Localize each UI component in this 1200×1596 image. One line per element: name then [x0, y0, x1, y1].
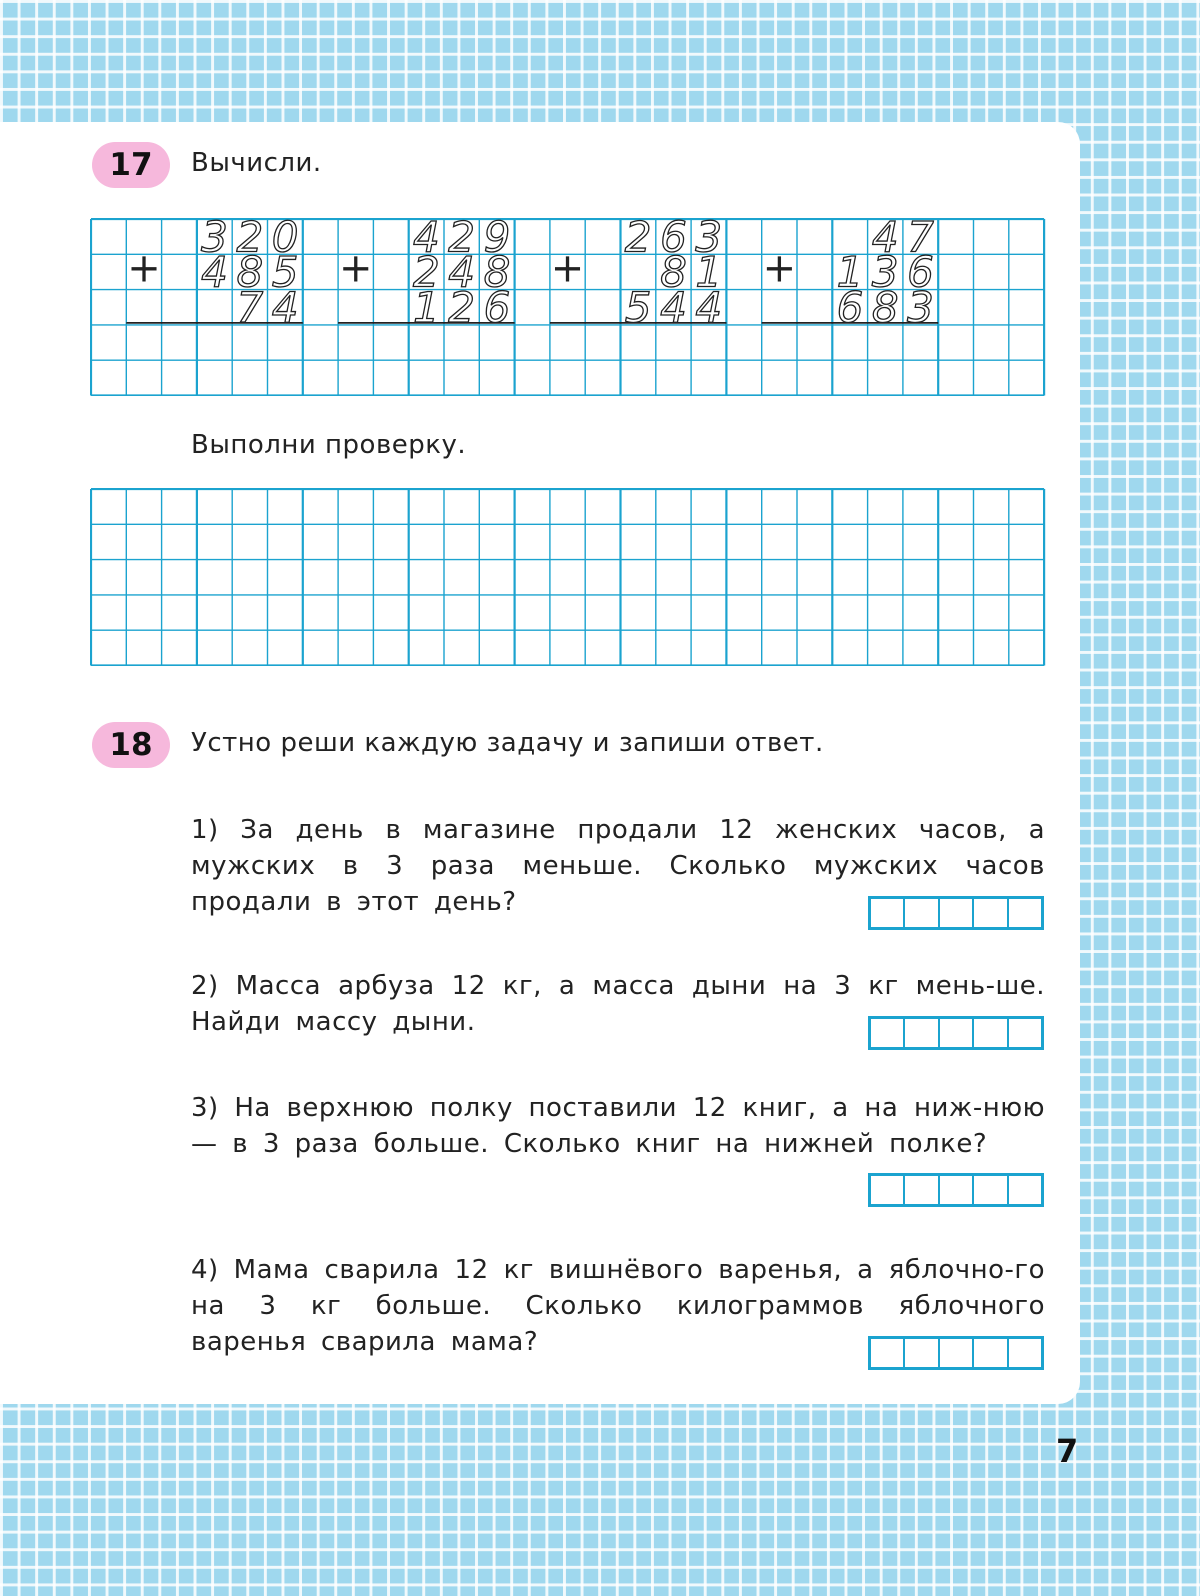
handwritten-digit: 3 [201, 218, 228, 262]
handwritten-digit: 2 [412, 247, 440, 297]
plus-sign: + [550, 245, 585, 292]
handwritten-digit: 8 [236, 247, 264, 297]
handwritten-digit: 2 [624, 218, 652, 262]
answer-box[interactable] [868, 896, 1044, 930]
answer-box[interactable] [868, 1173, 1044, 1207]
handwritten-digit: 2 [448, 218, 476, 262]
handwritten-digit: 5 [624, 282, 652, 332]
answer-box[interactable] [868, 1336, 1044, 1370]
task-instruction: Устно реши каждую задачу и запиши ответ. [191, 728, 824, 758]
task-number-badge: 18 [92, 722, 170, 768]
handwritten-digit: 3 [871, 247, 899, 297]
handwritten-digit: 1 [836, 247, 864, 297]
check-grid[interactable] [90, 488, 1047, 666]
handwritten-digit: 1 [695, 247, 723, 297]
word-problem-1: 1) За день в магазине продали 12 женских часов, а мужских в 3 раза меньше. Сколько мужских часов продали в этот день? [191, 815, 1045, 917]
word-problem-2: 2) Масса арбуза 12 кг, а масса дыни на 3 кг мень-ше. Найди массу дыни. [191, 971, 1045, 1037]
page-number: 7 [1056, 1432, 1079, 1470]
handwritten-digit: 5 [271, 247, 299, 297]
handwritten-digit: 9 [483, 218, 511, 262]
handwritten-digit: 8 [660, 247, 687, 297]
handwritten-digit: 6 [907, 247, 934, 297]
handwritten-digit: 8 [871, 282, 899, 332]
handwritten-digit: 4 [201, 247, 228, 297]
task-instruction: Вычисли. [191, 148, 322, 178]
handwritten-digit: 8 [483, 247, 511, 297]
task-number-badge: 17 [92, 142, 170, 188]
handwritten-digit: 6 [483, 282, 511, 332]
calculation-grid[interactable] [90, 218, 1047, 396]
handwritten-digit: 6 [836, 282, 864, 332]
handwritten-digit: 2 [448, 282, 476, 332]
handwritten-digit: 3 [907, 282, 934, 332]
handwritten-digit: 4 [448, 247, 476, 297]
word-problem-3: 3) На верхнюю полку поставили 12 книг, а на ниж-нюю — в 3 раза больше. Сколько книг на нижней полке? [191, 1093, 1045, 1159]
word-problem-4: 4) Мама сварила 12 кг вишнёвого варенья, а яблочно-го на 3 кг больше. Сколько килограммов яблочного варенья сварила мама? [191, 1255, 1045, 1357]
handwritten-digit: 6 [660, 218, 687, 262]
handwritten-digit: 7 [907, 218, 934, 262]
handwritten-digit: 1 [412, 282, 440, 332]
handwritten-digit: 3 [695, 218, 723, 262]
handwritten-digit: 4 [412, 218, 440, 262]
handwritten-digit: 4 [271, 282, 299, 332]
handwritten-digit: 7 [236, 282, 264, 332]
plus-sign: + [762, 245, 797, 292]
plus-sign: + [338, 245, 373, 292]
handwritten-digit: 4 [660, 282, 687, 332]
handwritten-digit: 2 [236, 218, 264, 262]
check-instruction: Выполни проверку. [191, 430, 467, 460]
handwritten-digit: 4 [871, 218, 899, 262]
handwritten-digit: 0 [271, 218, 299, 262]
handwritten-digit: 4 [695, 282, 723, 332]
answer-box[interactable] [868, 1016, 1044, 1050]
plus-sign: + [127, 245, 161, 292]
